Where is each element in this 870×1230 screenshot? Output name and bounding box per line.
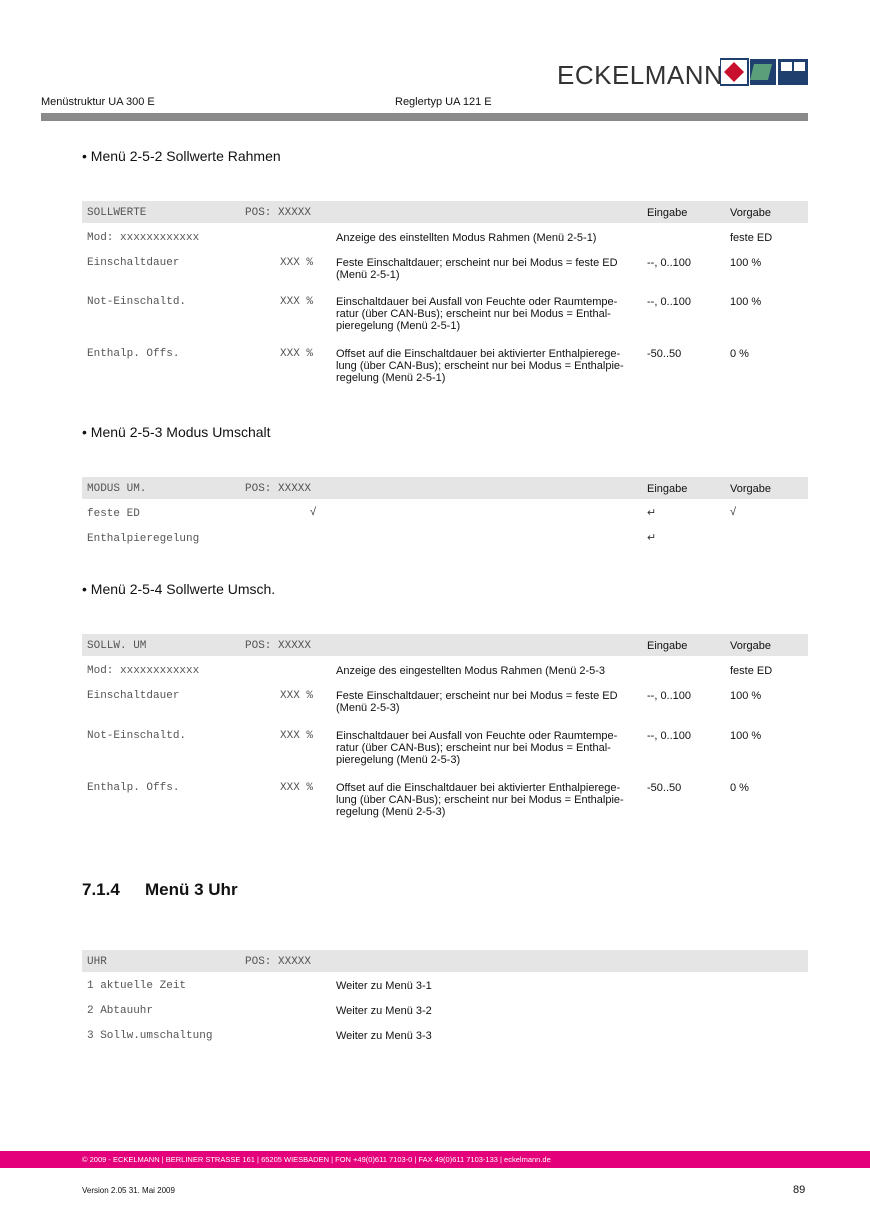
section-title: • Menü 2-5-3 Modus Umschalt	[82, 424, 271, 440]
brand-logo	[720, 58, 808, 86]
row-eingabe: --, 0..100	[647, 257, 692, 269]
header-center: Reglertyp UA 121 E	[395, 96, 492, 108]
table-head-vorgabe: Vorgabe	[730, 640, 771, 652]
table-header-row	[82, 477, 808, 499]
row-vorgabe: 0 %	[730, 782, 749, 794]
table-header-row	[82, 201, 808, 223]
table-header-row	[82, 634, 808, 656]
row-desc: Weiter zu Menü 3-2	[336, 1005, 432, 1017]
row-vorgabe: 100 %	[730, 730, 762, 742]
table-head-eingabe: Eingabe	[647, 483, 688, 495]
row-name: Enthalp. Offs.	[87, 348, 180, 360]
row-desc: Einschaltdauer bei Ausfall von Feuchte oder Raumtempe- ratur (über CAN-Bus); erscheint nur bei Modus = Enthal- pieregelung (Menü 2-5-1)	[336, 296, 618, 332]
table-head-pos: POS: XXXXX	[245, 640, 312, 652]
row-name: Not-Einschaltd.	[87, 296, 187, 308]
section-title: • Menü 2-5-4 Sollwerte Umsch.	[82, 581, 276, 597]
row-eingabe: -50..50	[647, 348, 682, 360]
row-name: Einschaltdauer	[87, 690, 180, 702]
row-name: 1 aktuelle Zeit	[87, 980, 187, 992]
row-vorgabe: 100 %	[730, 690, 762, 702]
chapter-number: 7.1.4	[82, 880, 120, 899]
table-head-eingabe: Eingabe	[647, 640, 688, 652]
row-desc: Einschaltdauer bei Ausfall von Feuchte oder Raumtempe- ratur (über CAN-Bus); erscheint nur bei Modus = Enthal- pieregelung (Menü 2-5-3)	[336, 730, 618, 766]
table-head-name: UHR	[87, 956, 107, 968]
row-desc: Anzeige des eingestellten Modus Rahmen (Menü 2-5-3	[336, 665, 606, 677]
row-desc: Anzeige des einstellten Modus Rahmen (Menü 2-5-1)	[336, 232, 597, 244]
row-eingabe: --, 0..100	[647, 730, 692, 742]
table-head-pos: POS: XXXXX	[245, 207, 312, 219]
table-header-row	[82, 950, 808, 972]
row-vorgabe: 100 %	[730, 257, 762, 269]
section-title: • Menü 2-5-2 Sollwerte Rahmen	[82, 148, 281, 164]
row-value: XXX %	[280, 782, 314, 794]
row-eingabe: --, 0..100	[647, 690, 692, 702]
row-name: 2 Abtauuhr	[87, 1005, 154, 1017]
table-head-vorgabe: Vorgabe	[730, 483, 771, 495]
row-value: XXX %	[280, 690, 314, 702]
row-eingabe: --, 0..100	[647, 296, 692, 308]
logo-red-diamond	[724, 62, 744, 82]
row-eingabe: -50..50	[647, 782, 682, 794]
table-head-name: SOLLWERTE	[87, 207, 147, 219]
row-name: 3 Sollw.umschaltung	[87, 1030, 213, 1042]
row-desc: Offset auf die Einschaltdauer bei aktivierter Enthalpierege- lung (über CAN-Bus); erscheint nur bei Modus = Enthalpie- regelung (Menü 2-5-3)	[336, 782, 624, 818]
check-icon: √	[730, 506, 737, 518]
row-name: Not-Einschaltd.	[87, 730, 187, 742]
footer-version: Version 2.05 31. Mai 2009	[82, 1186, 175, 1195]
row-desc: Feste Einschaltdauer; erscheint nur bei Modus = feste ED (Menü 2-5-3)	[336, 690, 618, 714]
row-desc: Weiter zu Menü 3-3	[336, 1030, 432, 1042]
row-name: Enthalpieregelung	[87, 533, 200, 545]
row-vorgabe: feste ED	[730, 232, 773, 244]
row-desc: Feste Einschaltdauer; erscheint nur bei Modus = feste ED (Menü 2-5-1)	[336, 257, 618, 281]
check-icon: √	[310, 506, 317, 518]
row-value: XXX %	[280, 296, 314, 308]
row-value: XXX %	[280, 730, 314, 742]
row-vorgabe: 100 %	[730, 296, 762, 308]
table-head-eingabe: Eingabe	[647, 207, 688, 219]
header-left: Menüstruktur UA 300 E	[41, 96, 155, 108]
footer-copyright: © 2009 - ECKELMANN | BERLINER STRASSE 161 | 65205 WIESBADEN | FON +49(0)611 7103-0 | FAX 49(0)611 7103-133 | eckelmann.de	[82, 1155, 551, 1164]
enter-icon: ↵	[647, 532, 657, 544]
table-head-pos: POS: XXXXX	[245, 956, 312, 968]
header-rule	[41, 113, 808, 121]
brand-name: ECKELMANN	[557, 60, 724, 90]
row-value: XXX %	[280, 348, 314, 360]
row-name: Mod: xxxxxxxxxxxx	[87, 232, 200, 244]
enter-icon: ↵	[647, 507, 657, 519]
row-name: feste ED	[87, 508, 140, 520]
page-number: 89	[793, 1184, 806, 1196]
row-value: XXX %	[280, 257, 314, 269]
row-name: Enthalp. Offs.	[87, 782, 180, 794]
row-name: Einschaltdauer	[87, 257, 180, 269]
table-head-vorgabe: Vorgabe	[730, 207, 771, 219]
table-head-name: SOLLW. UM	[87, 640, 147, 652]
table-head-name: MODUS UM.	[87, 483, 147, 495]
table-head-pos: POS: XXXXX	[245, 483, 312, 495]
row-desc: Offset auf die Einschaltdauer bei aktivierter Enthalpierege- lung (über CAN-Bus); erscheint nur bei Modus = Enthalpie- regelung (Menü 2-5-1)	[336, 348, 624, 384]
chapter-title: Menü 3 Uhr	[145, 880, 238, 899]
row-name: Mod: xxxxxxxxxxxx	[87, 665, 200, 677]
row-vorgabe: 0 %	[730, 348, 749, 360]
row-vorgabe: feste ED	[730, 665, 773, 677]
row-desc: Weiter zu Menü 3-1	[336, 980, 432, 992]
